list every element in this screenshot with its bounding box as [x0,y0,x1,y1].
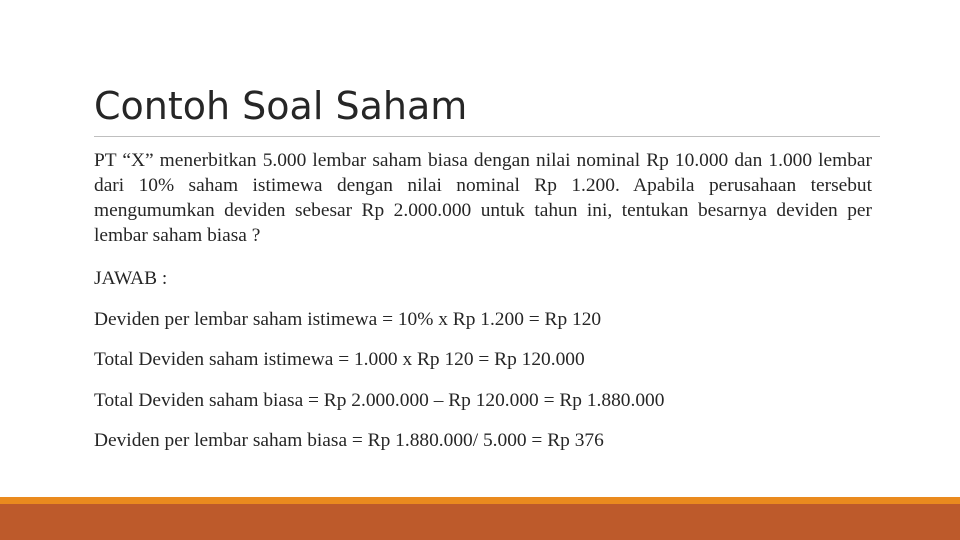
slide-body [94,148,872,451]
answer-line: Total Deviden saham istimewa = 1.000 x Rp 120 = Rp 120.000 [94,349,585,370]
slide-title: Contoh Soal Saham [94,84,468,128]
title-divider [94,136,880,137]
question-paragraph: PT “X” menerbitkan 5.000 lembar saham biasa dengan nilai nominal Rp 10.000 dan 1.000 lembar dari 10% saham istimewa dengan nilai nominal Rp 1.200. Apabila perusahaan tersebut mengumumkan deviden sebesar Rp 2.000.000 untuk tahun ini, tentukan besarnya deviden per lembar saham biasa ? [94,150,872,246]
answer-label: JAWAB : [94,268,168,289]
answer-line: Deviden per lembar saham istimewa = 10% x Rp 1.200 = Rp 120 [94,309,602,330]
answer-line: Deviden per lembar saham biasa = Rp 1.880.000/ 5.000 = Rp 376 [94,430,604,451]
footer-accent-bar [0,497,960,504]
answer-line: Total Deviden saham biasa = Rp 2.000.000 – Rp 120.000 = Rp 1.880.000 [94,390,665,411]
footer-bar [0,504,960,540]
